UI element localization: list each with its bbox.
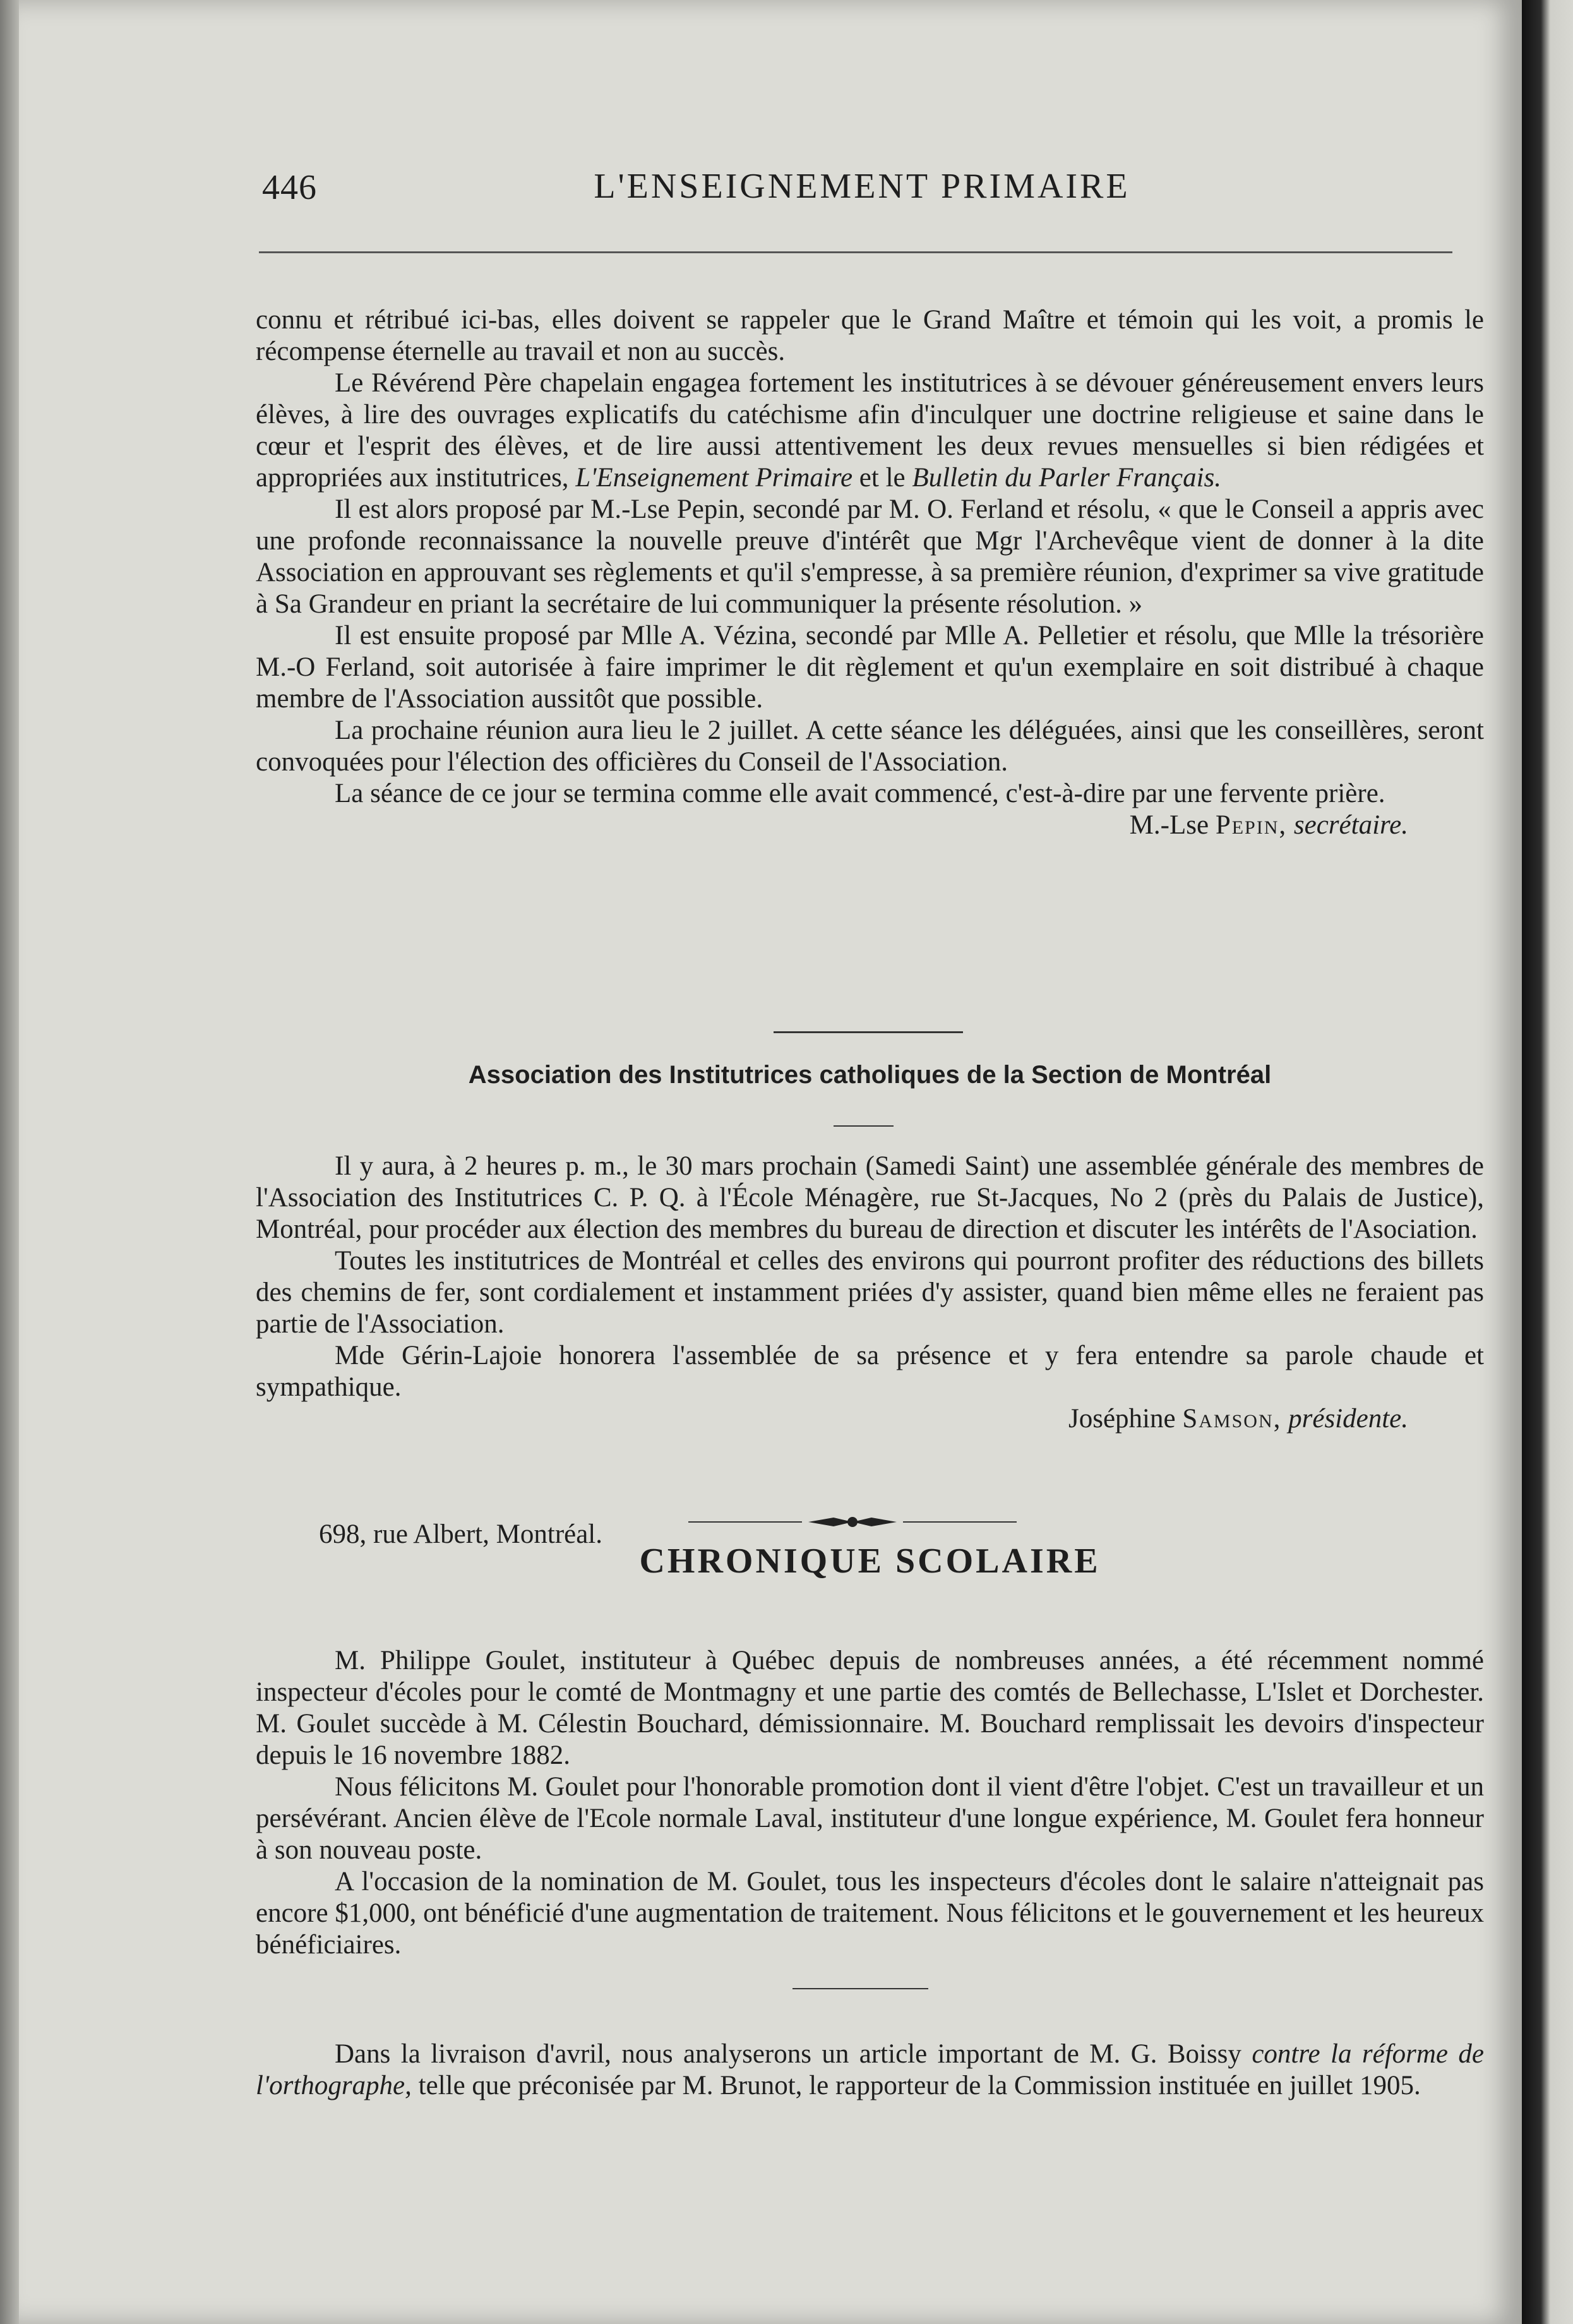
paragraph: connu et rétribué ici-bas, elles doivent se rappeler que le Grand Maître et témoin qui les voit, a promis le récompense éternelle au travail et non au succès. bbox=[256, 305, 1484, 366]
signature-title: secrétaire. bbox=[1293, 810, 1408, 840]
page-header bbox=[237, 161, 1487, 212]
text-run: Le Révérend Père chapelain engagea fortement les institutrices à se dévouer généreusement envers leurs élèves, à lire des ouvrages explicatifs du catéchisme afin d'inculquer une doctrine religieuse et saine dans le cœur et l'esprit des élèves, et de lire aussi attentivement les deux revues mensuelles si bien rédigées et appropriées aux institutrices, bbox=[256, 368, 1484, 493]
paragraph: Il est ensuite proposé par Mlle A. Vézina, secondé par Mlle A. Pelletier et résolu, que Mlle la trésorière M.-O Ferland, soit autorisée à faire imprimer le dit règlement et qu'un exemplaire en soit distribué à chaque membre de l'Association aussitôt que possible. bbox=[256, 621, 1484, 714]
section-divider bbox=[774, 1031, 963, 1033]
text-run: Dans la livraison d'avril, nous analyserons un article important de M. G. Boissy bbox=[335, 2039, 1241, 2069]
chronique-section bbox=[256, 1645, 1484, 1961]
article-title: contre la réforme de l'orthographe, bbox=[256, 2039, 1485, 2100]
signature-name: M.-Lse bbox=[1129, 810, 1209, 840]
journal-title: L'Enseignement Primaire bbox=[575, 463, 853, 493]
address-line: 698, rue Albert, Montréal. bbox=[319, 1519, 603, 1549]
secretary-signature bbox=[256, 810, 1484, 841]
text-run: telle que préconisée par M. Brunot, le rapporteur de la Commission instituée en juillet 1905. bbox=[418, 2071, 1421, 2100]
bulletin-title: Bulletin du Parler Français. bbox=[912, 463, 1222, 493]
chronique-title: CHRONIQUE SCOLAIRE bbox=[639, 1542, 1101, 1581]
page-number: 446 bbox=[262, 168, 317, 207]
paragraph: M. Philippe Goulet, instituteur à Québec depuis de nombreuses années, a été récemment nommé inspecteur d'écoles pour le comté de Montmagny et une partie des comtés de Bellechasse, L'Islet et Dorchester. M. Goulet succède à M. Célestin Bouchard, démissionnaire. M. Bouchard remplissait les devoirs d'inspecteur depuis le 16 novembre 1882. bbox=[256, 1646, 1484, 1770]
heading-underline bbox=[834, 1125, 894, 1127]
paragraph: Nous félicitons M. Goulet pour l'honorable promotion dont il vient d'être l'objet. C'est un travailleur et un persévérant. Ancien élève de l'Ecole normale Laval, instituteur d'une longue expérience, M. Goulet fera honneur à son nouveau poste. bbox=[256, 1772, 1484, 1865]
page-left-edge bbox=[0, 0, 19, 2324]
paragraph: Toutes les institutrices de Montréal et celles des environs qui pourront profiter des réductions des billets des chemins de fer, sont cordialement et instamment priées d'y assister, quand bien même elles ne feraient pas partie de l'Association. bbox=[256, 1246, 1484, 1339]
paragraph bbox=[256, 368, 1484, 494]
running-title: L'ENSEIGNEMENT PRIMAIRE bbox=[594, 167, 1130, 206]
paragraph: Mde Gérin-Lajoie honorera l'assemblée de sa présence et y fera entendre sa parole chaude et sympathique. bbox=[256, 1341, 1484, 1402]
ornament-divider bbox=[688, 1512, 1017, 1531]
chronique-divider bbox=[792, 1988, 928, 1989]
minutes-section bbox=[256, 304, 1484, 841]
paragraph: La séance de ce jour se termina comme elle avait commencé, c'est-à-dire par une fervente prière. bbox=[335, 779, 1385, 808]
signature-surname: Samson, bbox=[1182, 1404, 1282, 1434]
paragraph: A l'occasion de la nomination de M. Goulet, tous les inspecteurs d'écoles dont le salaire n'atteignait pas encore $1,000, ont bénéficié d'une augmentation de traitement. Nous félicitons et le gouvernement et les heureux bénéficiaires. bbox=[256, 1867, 1484, 1960]
paragraph: La prochaine réunion aura lieu le 2 juillet. A cette séance les déléguées, ainsi que les conseillères, seront convoquées pour l'élection des officières du Conseil de l'Association. bbox=[256, 716, 1484, 777]
association-heading: Association des Institutrices catholiques de la Section de Montréal bbox=[468, 1061, 1272, 1089]
text-run: et le bbox=[859, 463, 906, 493]
signature-title: présidente. bbox=[1288, 1404, 1408, 1434]
president-signature bbox=[256, 1403, 1484, 1435]
paragraph: Il est alors proposé par M.-Lse Pepin, secondé par M. O. Ferland et résolu, « que le Conseil a appris avec une profonde reconnaissance la nouvelle preuve d'intérêt que Mgr l'Archevêque vient de donner à la dite Association en approuvant ses règlements et qu'il s'empresse, à sa première réunion, d'exprimer sa vive gratitude à Sa Grandeur en priant la secrétaire de lui communiquer la présente résolution. » bbox=[256, 494, 1484, 619]
assembly-notice bbox=[256, 1151, 1484, 1435]
header-rule bbox=[259, 251, 1452, 253]
book-gutter bbox=[1522, 0, 1573, 2324]
paragraph bbox=[256, 2039, 1484, 2102]
closing-note bbox=[256, 2039, 1484, 2102]
paragraph: Il y aura, à 2 heures p. m., le 30 mars prochain (Samedi Saint) une assemblée générale des membres de l'Association des Institutrices C. P. Q. à l'École Ménagère, rue St-Jacques, No 2 (près du Palais de Justice), Montréal, pour procéder aux élection des membres du bureau de direction et discuter les intérêts de l'Asociation. bbox=[256, 1151, 1484, 1244]
signature-surname: Pepin, bbox=[1215, 810, 1288, 840]
signature-name: Joséphine bbox=[1068, 1404, 1176, 1434]
